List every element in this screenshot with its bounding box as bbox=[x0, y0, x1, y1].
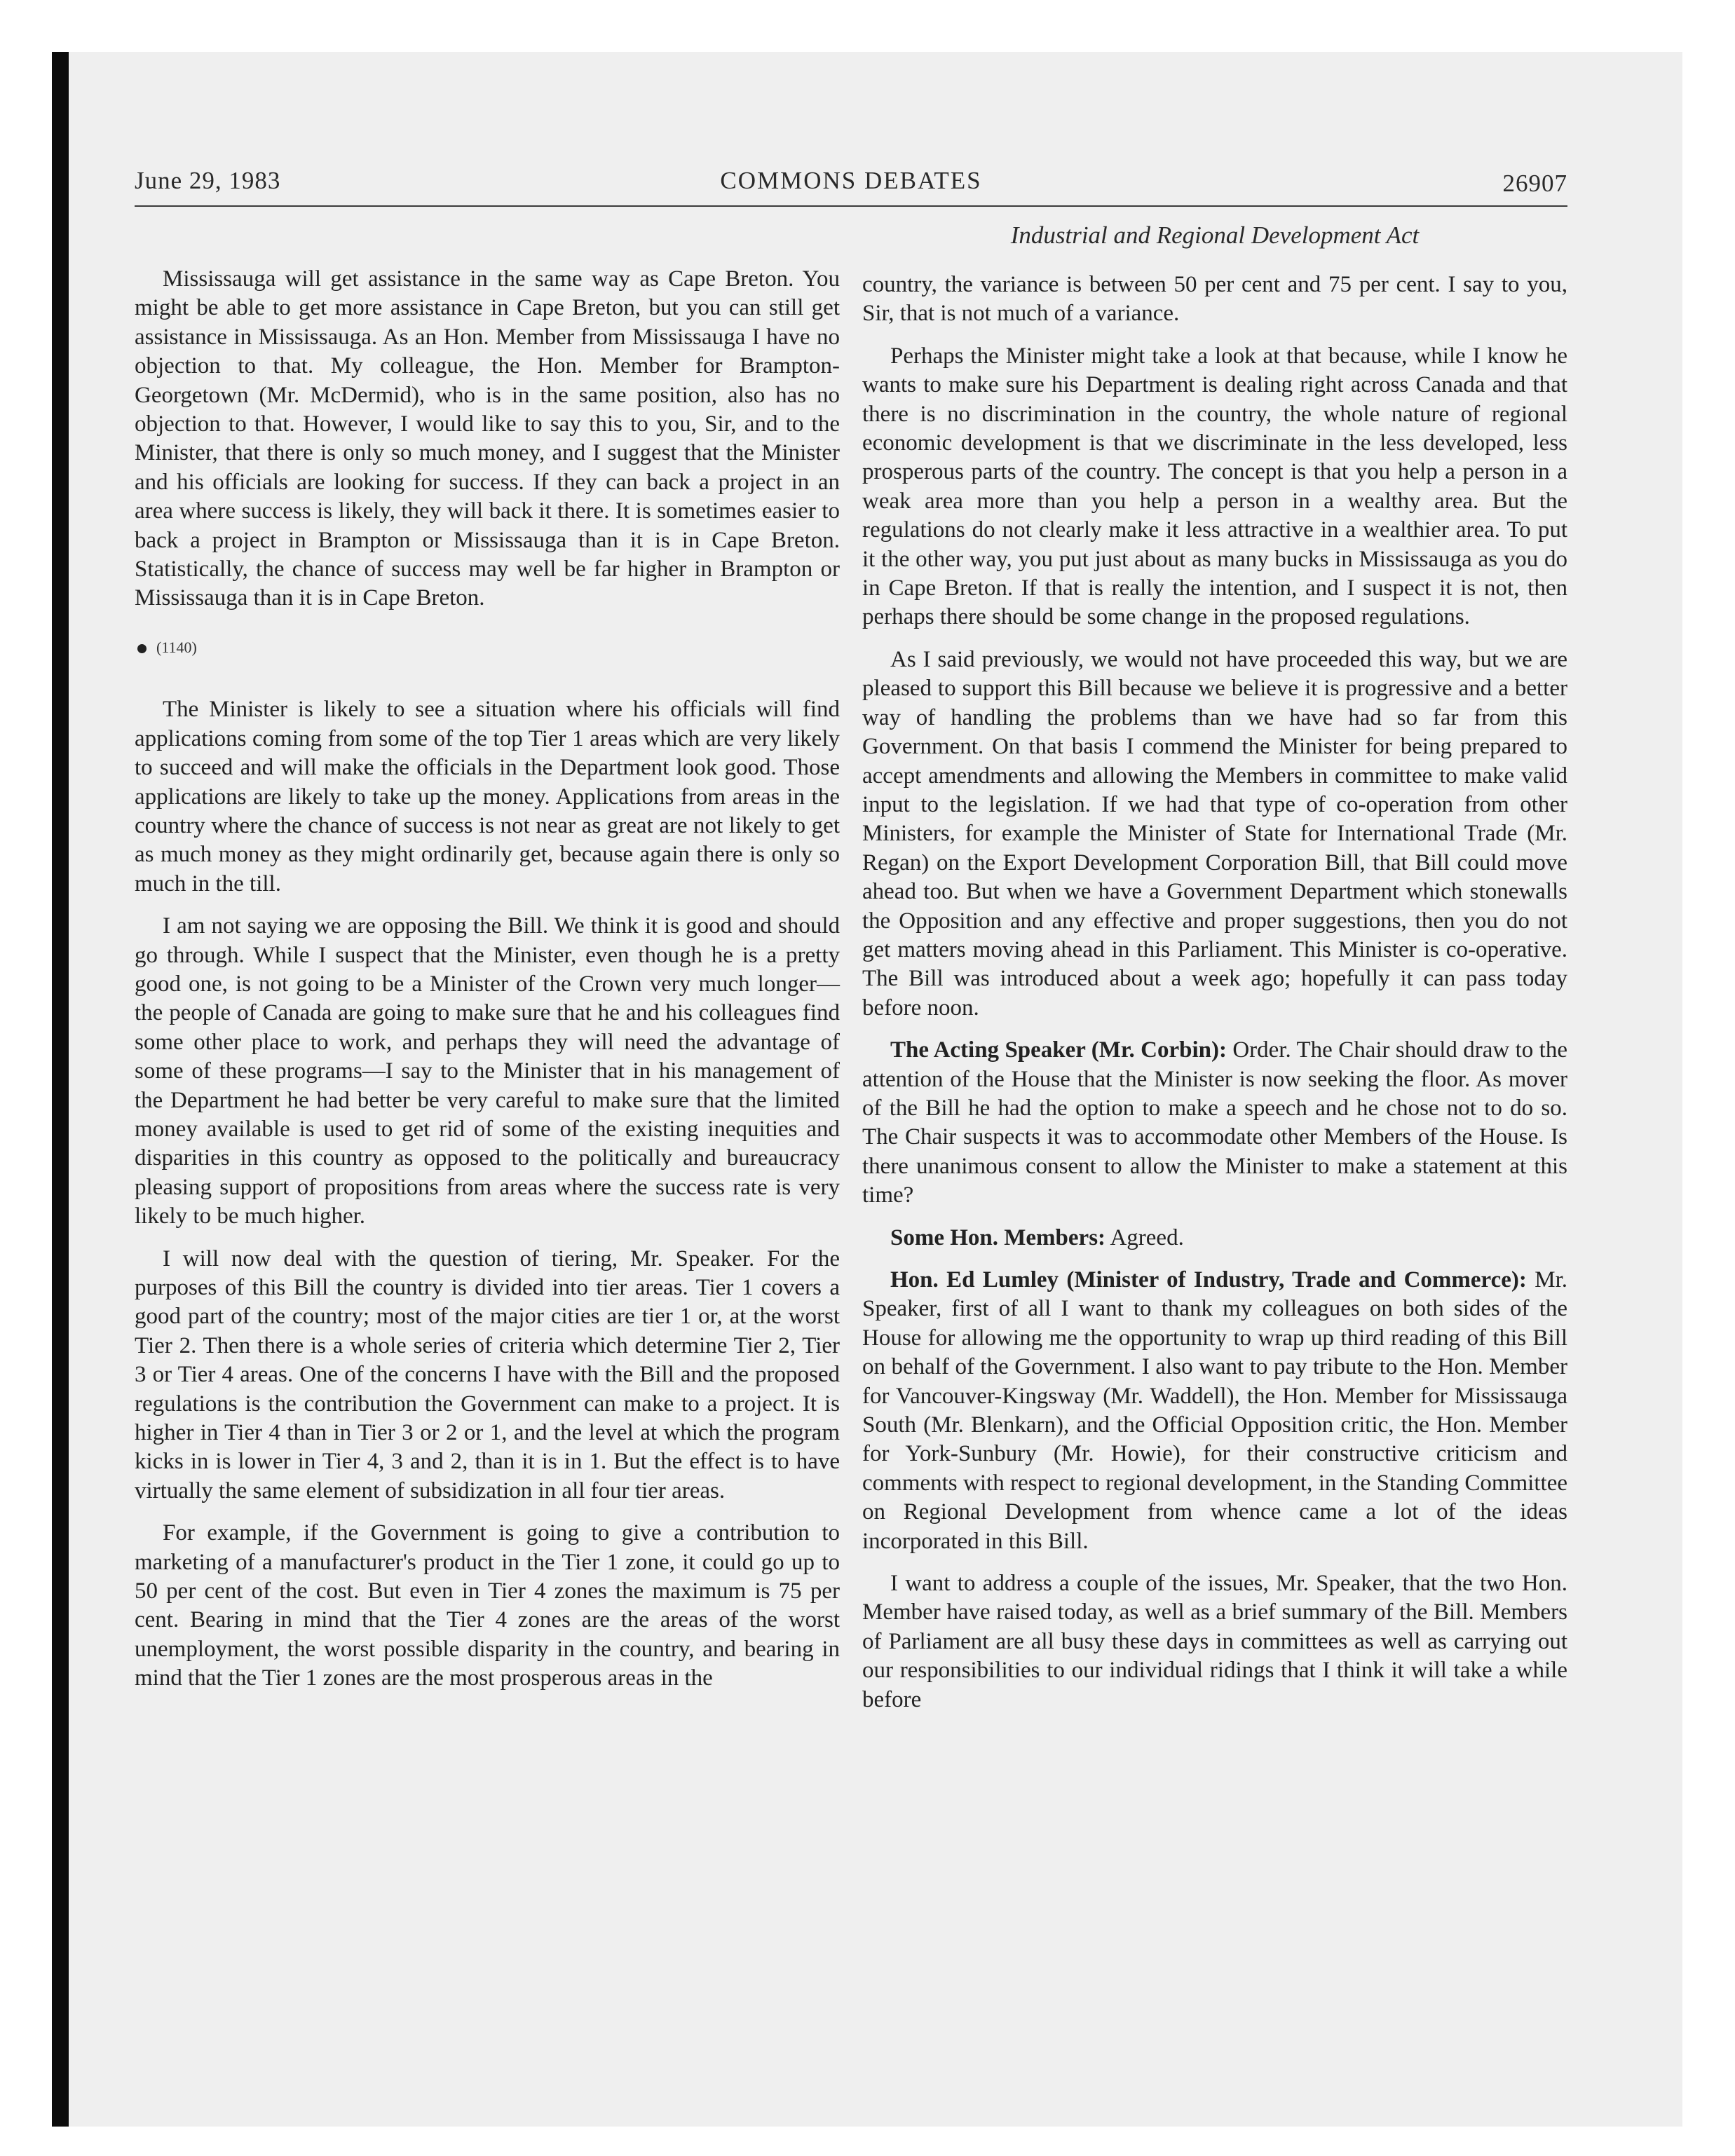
paragraph: Mississauga will get assistance in the same way as Cape Breton. You might be able to get more assistance in Cape Breton, but you can still get assistance in Mississauga. As an Hon. Member from Mississauga I have no objection to that. My colleague, the Hon. Member for Brampton-Georgetown (Mr. McDermid), who is in the same position, also has no objection to that. However, I would like to say this to you, Sir, and to the Minister, that there is only so much money, and I suggest that the Minister and his officials are looking for success. If they can back a project in an area where success is likely, they will back it there. It is sometimes easier to back a project in Brampton or Mississauga than it is in Cape Breton. Statistically, the chance of success may well be far higher in Brampton or Mississauga than it is in Cape Breton. bbox=[135, 266, 840, 611]
speech-text: Agreed. bbox=[1105, 1224, 1184, 1250]
paragraph: I will now deal with the question of tiering, Mr. Speaker. For the purposes of this Bill the country is divided into tier areas. Tier 1 covers a good part of the country; most of the major cities are tier 1 or, at the worst Tier 2. Then there is a whole series of criteria which determine Tier 2, Tier 3 or Tier 4 areas. One of the concerns I have with the Bill and the proposed regulations is the contribution the Government can make to a project. It is higher in Tier 4 than in Tier 3 or 2 or 1, and the level at which the program kicks in is lower in Tier 4, 3 and 2, than it is in 1. But the effect is to have virtually the same element of subsidization in all four tier areas. bbox=[135, 1246, 840, 1503]
speaker-name: Some Hon. Members: bbox=[890, 1224, 1106, 1250]
speech-text: Order. The Chair should draw to the attention of the House that the Minister is now seeking the floor. As mover of the Bill he had the option to make a speech and he chose not to do so. The Chair suspects it was to accommodate other Members of the House. Is there unanimous consent to allow the Minister to make a statement at this time? bbox=[862, 1037, 1568, 1208]
header-date: June 29, 1983 bbox=[135, 167, 281, 194]
time-marker bbox=[135, 633, 840, 662]
paragraph: As I said previously, we would not have proceeded this way, but we are pleased to support this Bill because we believe it is progressive and a better way of handling the problems than we have had so far from this Government. On that basis I commend the Minister for being prepared to accept amendments and allowing the Members in committee to make valid input to the legislation. If we had that type of co-operation from other Ministers, for example the Minister of State for International Trade (Mr. Regan) on the Export Development Corporation Bill, that Bill could move ahead too. But when we have a Government Department which stonewalls the Opposition and any effective and proper suggestions, then you do not get matters moving ahead in this Parliament. This Minister is co-operative. The Bill was introduced about a week ago; hopefully it can pass today before noon. bbox=[862, 646, 1567, 1021]
scan-border bbox=[52, 52, 69, 2127]
speech-text: Mr. Speaker, first of all I want to thank my colleagues on both sides of the House for allowing me the opportunity to wrap up third reading of this Bill on behalf of the Government. I also want to pay tribute to the Hon. Member for Vancouver-Kingsway (Mr. Waddell), the Hon. Member for Mississauga South (Mr. Blenkarn), and the Official Opposition critic, the Hon. Member for York-Sunbury (Mr. Howie), for their constructive criticism and comments with respect to regional development, in the Standing Committee on Regional Development from whence came a lot of the ideas incorporated in this Bill. bbox=[862, 1267, 1568, 1554]
paragraph: I want to address a couple of the issues, Mr. Speaker, that the two Hon. Member have raised today, as well as a brief summary of the Bill. Members of Parliament are all busy these days in committees as well as carrying out our responsibilities to our individual ridings that I think it will take a while before bbox=[862, 1571, 1567, 1712]
paragraph: country, the variance is between 50 per cent and 75 per cent. I say to you, Sir, that is not much of a variance. bbox=[862, 272, 1567, 327]
page-header bbox=[135, 167, 1567, 209]
header-page-number: 26907 bbox=[1502, 170, 1567, 197]
paragraph: I am not saying we are opposing the Bill. We think it is good and should go through. While I suspect that the Minister, even though he is a pretty good one, is not going to be a Minister of the Crown very much longer—the people of Canada are going to make sure that he and his colleagues find some other place to work, and perhaps they will need the advantage of some of these programs—I say to the Minister that in his management of the Department he had better be very careful to make sure that the limited money available is used to get rid of some of the existing inequities and disparities in this country as opposed to the politically and bureaucracy pleasing support of propositions from areas where the success rate is very likely to be much higher. bbox=[135, 913, 840, 1229]
speaker-name: Hon. Ed Lumley (Minister of Industry, Trade and Commerce): bbox=[890, 1267, 1527, 1292]
speaker-paragraph bbox=[862, 1266, 1567, 1556]
right-column bbox=[862, 271, 1567, 1728]
speaker-paragraph bbox=[862, 1036, 1567, 1210]
running-title: Industrial and Regional Development Act bbox=[1010, 221, 1420, 249]
header-rule bbox=[135, 205, 1567, 207]
left-column bbox=[135, 265, 840, 1707]
bullet-icon bbox=[137, 644, 147, 653]
paragraph: For example, if the Government is going to give a contribution to marketing of a manufacturer's product in the Tier 1 zone, it could go up to 50 per cent of the cost. But even in Tier 4 zones the maximum is 75 per cent. Bearing in mind that the Tier 4 zones are the areas of the worst unemployment, the worst possible disparity in the country, and bearing in mind that the Tier 1 zones are the most prosperous areas in the bbox=[135, 1520, 840, 1691]
paragraph: Perhaps the Minister might take a look at that because, while I know he wants to make sure his Department is dealing right across Canada and that there is no discrimination in the country, the whole nature of regional economic development is that we discriminate in the less developed, less prosperous parts of the country. The concept is that you help a person in a weak area more than you help a person in a wealthy area. But the regulations do not clearly make it less attractive in a wealthier area. To put it the other way, you put just about as many bucks in Mississauga as you do in Cape Breton. If that is really the intention, and I suspect it is not, then perhaps there should be some change in the proposed regulations. bbox=[862, 343, 1567, 630]
paragraph: The Minister is likely to see a situation where his officials will find applications coming from some of the top Tier 1 areas which are very likely to succeed and will make the officials in the Department look good. Those applications are likely to take up the money. Applications from areas in the country where the chance of success is not near as great are not likely to get as much money as they might ordinarily get, because again there is only so much in the till. bbox=[135, 697, 840, 896]
time-marker-text: (1140) bbox=[156, 638, 197, 656]
speaker-paragraph bbox=[862, 1224, 1567, 1253]
speaker-name: The Acting Speaker (Mr. Corbin): bbox=[890, 1037, 1227, 1063]
header-journal-title: COMMONS DEBATES bbox=[720, 167, 982, 194]
